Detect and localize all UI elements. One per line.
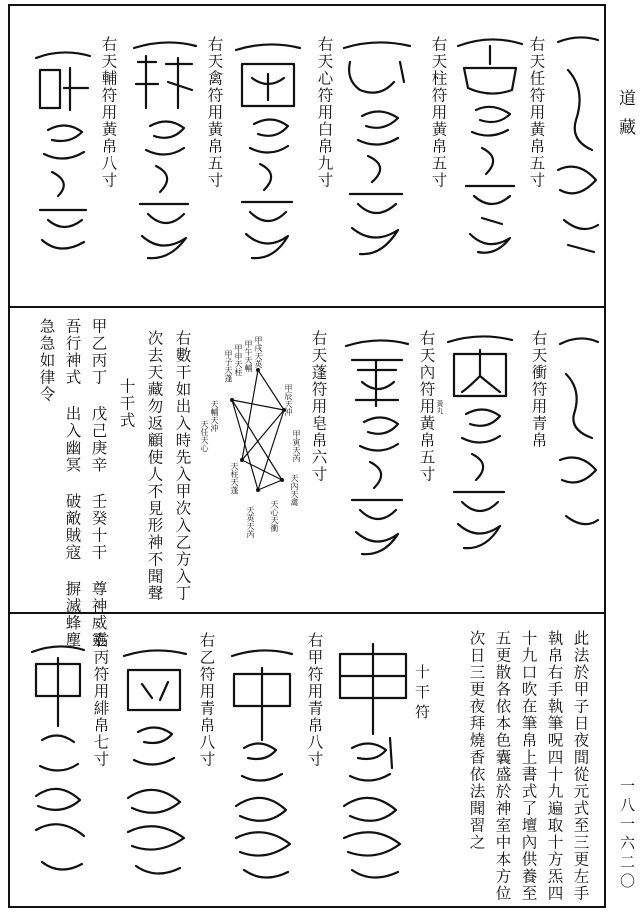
verse-column: 吾行神式 出入幽冥 破敵賊寇 摒滅蜂塵 [63,318,82,649]
caption-yi: 右乙符用青帛八寸 [197,632,216,768]
text-column: 此法於甲子日夜間從元式至三更左手 [571,630,590,902]
caption-tianzhu: 右天柱符用黃帛五寸 [429,36,448,189]
caption-bing: 右丙符用緋帛七寸 [91,632,110,768]
talisman-partial-left-top [30,44,96,264]
caption-tianren: 右天任符用黃帛五寸 [527,36,546,189]
diagram-label: 甲午天輔 [244,340,253,372]
diagram-label: 天任天心 [200,420,209,452]
diagram-label: 甲寅天芮 [292,430,301,462]
talisman-bing [116,640,194,886]
talisman-partial-left-bottom [26,636,90,886]
diagram-label: 甲戌天英 [254,336,263,368]
caption-tianxin: 右天心符用白帛九寸 [315,36,334,189]
talisman-partial-right-top [548,30,604,260]
talisman-tianzhu [452,28,528,263]
verse-column: 甲乙丙丁 戊己庚辛 壬癸十干 尊神威靈 [89,318,108,649]
talisman-tianpeng [338,330,416,560]
diagram-label: 天英天芮 [246,506,255,538]
talisman-jia [330,638,416,888]
talisman-yi [224,640,300,886]
talisman-tianxin [336,32,418,264]
caption-tianchong: 右天衝符用青帛 [529,330,548,449]
diagram-label: 天柱天蓬 [230,462,239,494]
talisman-tianfu [126,34,204,264]
caption-tianfu: 右天輔符用黃帛八寸 [99,36,118,189]
text-column: 右數干如出入時先入甲次入乙方入丁 [173,330,192,602]
page-number: 一八一六二〇 [618,778,636,892]
diagram-label: 天內天禽 [290,474,299,506]
section-heading: 十干符 [413,664,431,724]
verse-column: 急急如律令 [37,318,56,403]
talisman-tianqin [228,34,308,264]
register-divider-upper [8,306,606,308]
diagram-label: 甲子天蓬 [224,350,233,382]
text-column: 執帛右手執筆呪四十九遍取十方炁四 [545,630,564,902]
diagram-label: 甲辰天沖 [284,384,293,416]
collection-title: 道藏 [615,89,635,147]
small-note: 黃丸 [436,400,444,414]
caption-tiannei: 右天內符用黃帛五寸 [417,330,436,483]
caption-tianqin: 右天禽符用黃帛五寸 [205,36,224,189]
text-column: 十九口吹在筆帛上書式了壇內供養至 [519,630,538,902]
talisman-tiannei [440,326,520,556]
section-heading: 十干式 [117,378,136,429]
caption-jia: 右甲符用青帛八寸 [305,632,324,768]
diagram-label: 甲申天柱 [234,344,243,376]
text-column: 次日三更夜拜燒香依法聞習之 [467,630,486,851]
diagram-label: 天心天衝 [270,500,279,532]
caption-tianpeng: 右天蓬符用皂帛六寸 [309,330,328,483]
talisman-partial-right-middle [552,330,602,560]
diagram-label: 天輔天沖 [210,400,219,432]
text-column: 次去天藏勿返顧使人不見形神不聞聲 [145,330,164,602]
text-column: 五更散各依本色囊盛於神室中本方位 [493,630,512,902]
